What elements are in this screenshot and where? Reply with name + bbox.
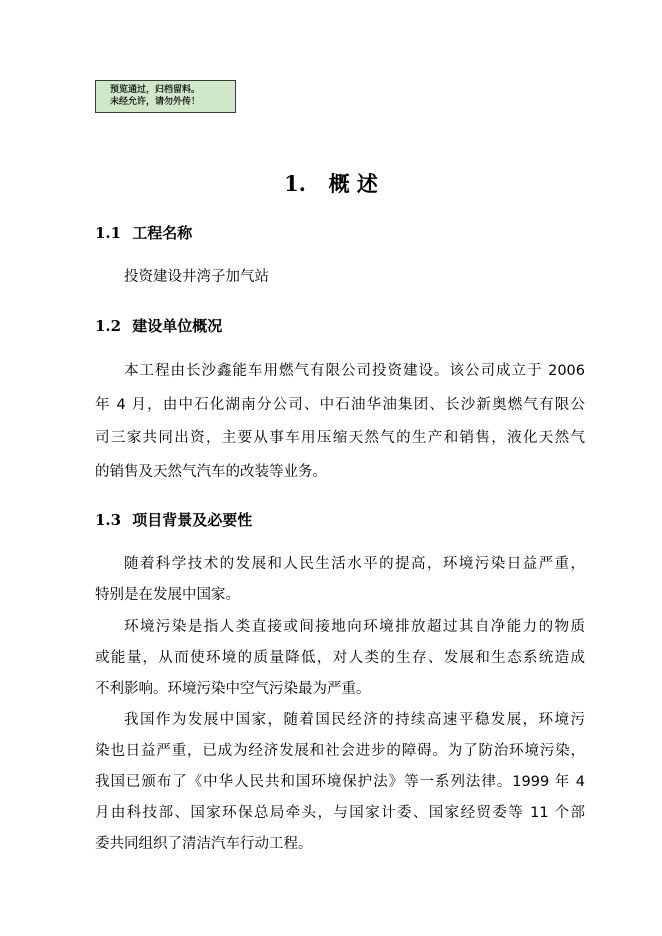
section-number: 1.1 <box>95 224 122 242</box>
paragraph-line: 的销售及天然气汽车的改装等业务。 <box>95 464 327 480</box>
paragraph-line: 染也日益严重，已成为经济发展和社会进步的障碍。为了防治环境污染， <box>95 743 585 759</box>
section-title: 建设单位概况 <box>132 317 223 335</box>
chapter-number: 1. <box>284 171 306 196</box>
stamp-line-2: 未经允许，请勿外传！ <box>110 97 201 107</box>
paragraph-line: 投资建设井湾子加气站 <box>124 269 269 285</box>
chapter-title <box>0 168 662 198</box>
stamp-line-1: 预览通过，归档留料。 <box>110 85 201 95</box>
section-heading <box>95 509 252 530</box>
section-number: 1.2 <box>95 317 122 335</box>
paragraph-line: 委共同组织了清洁汽车行动工程。 <box>95 836 313 852</box>
paragraph-line: 不利影响。环境污染中空气污染最为严重。 <box>95 681 371 697</box>
section-heading <box>95 222 192 243</box>
section-title: 项目背景及必要性 <box>132 511 253 529</box>
paragraph-line: 月由科技部、国家环保总局牵头，与国家计委、国家经贸委等 11 个部 <box>95 805 585 821</box>
section-title: 工程名称 <box>132 224 193 242</box>
paragraph-line: 我国已颁布了《中华人民共和国环境保护法》等一系列法律。1999 年 4 <box>95 774 585 790</box>
paragraph-line: 年 4 月，由中石化湖南分公司、中石油华油集团、长沙新奥燃气有限公 <box>95 397 585 413</box>
section-heading <box>95 315 222 336</box>
paragraph-line: 我国作为发展中国家，随着国民经济的持续高速平稳发展，环境污 <box>124 712 585 728</box>
section-number: 1.3 <box>95 511 122 529</box>
paragraph-line: 特别是在发展中国家。 <box>95 587 240 603</box>
paragraph-line: 随着科学技术的发展和人民生活水平的提高，环境污染日益严重， <box>124 556 585 572</box>
paragraph-line: 环境污染是指人类直接或间接地向环境排放超过其自净能力的物质 <box>124 619 585 635</box>
approval-stamp <box>95 80 236 113</box>
paragraph-line: 司三家共同出资，主要从事车用压缩天然气的生产和销售，液化天然气 <box>95 430 585 446</box>
paragraph-line: 本工程由长沙鑫能车用燃气有限公司投资建设。该公司成立于 2006 <box>124 363 585 379</box>
paragraph-line: 或能量，从而使环境的质量降低，对人类的生存、发展和生态系统造成 <box>95 650 585 666</box>
chapter-heading: 概 述 <box>328 171 378 196</box>
